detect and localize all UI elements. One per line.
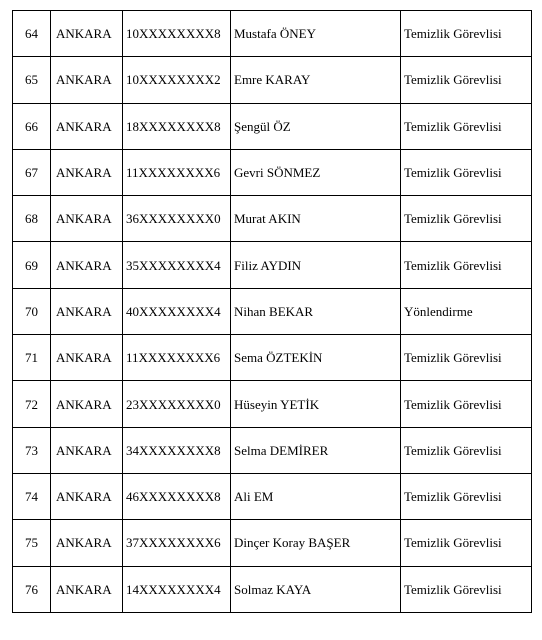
id-number-cell: 37XXXXXXXX6 [123, 520, 231, 566]
id-number-cell: 10XXXXXXXX2 [123, 57, 231, 103]
id-number-cell: 23XXXXXXXX0 [123, 381, 231, 427]
full-name-cell: Filiz AYDIN [231, 242, 401, 288]
city-cell: ANKARA [51, 57, 123, 103]
id-number-cell: 40XXXXXXXX4 [123, 288, 231, 334]
job-title-cell: Temizlik Görevlisi [401, 335, 532, 381]
table-row [13, 335, 532, 381]
job-title-cell: Temizlik Görevlisi [401, 566, 532, 612]
city-cell: ANKARA [51, 335, 123, 381]
table-row [13, 11, 532, 57]
table-row [13, 566, 532, 612]
job-title-cell: Temizlik Görevlisi [401, 196, 532, 242]
id-number-cell: 10XXXXXXXX8 [123, 11, 231, 57]
job-title-cell: Yönlendirme [401, 288, 532, 334]
id-number-cell: 14XXXXXXXX4 [123, 566, 231, 612]
row-number: 72 [13, 381, 51, 427]
id-number-cell: 11XXXXXXXX6 [123, 149, 231, 195]
city-cell: ANKARA [51, 381, 123, 427]
id-number-cell: 18XXXXXXXX8 [123, 103, 231, 149]
document-page [12, 10, 531, 613]
id-number-cell: 36XXXXXXXX0 [123, 196, 231, 242]
row-number: 64 [13, 11, 51, 57]
job-title-cell: Temizlik Görevlisi [401, 381, 532, 427]
full-name-cell: Nihan BEKAR [231, 288, 401, 334]
city-cell: ANKARA [51, 520, 123, 566]
full-name-cell: Sema ÖZTEKİN [231, 335, 401, 381]
row-number: 76 [13, 566, 51, 612]
row-number: 70 [13, 288, 51, 334]
table-row [13, 473, 532, 519]
row-number: 66 [13, 103, 51, 149]
row-number: 73 [13, 427, 51, 473]
row-number: 71 [13, 335, 51, 381]
row-number: 65 [13, 57, 51, 103]
full-name-cell: Selma DEMİRER [231, 427, 401, 473]
job-title-cell: Temizlik Görevlisi [401, 427, 532, 473]
city-cell: ANKARA [51, 288, 123, 334]
table-row [13, 381, 532, 427]
full-name-cell: Murat AKIN [231, 196, 401, 242]
table-row [13, 427, 532, 473]
city-cell: ANKARA [51, 11, 123, 57]
id-number-cell: 35XXXXXXXX4 [123, 242, 231, 288]
id-number-cell: 11XXXXXXXX6 [123, 335, 231, 381]
table-row [13, 520, 532, 566]
job-title-cell: Temizlik Görevlisi [401, 242, 532, 288]
city-cell: ANKARA [51, 149, 123, 195]
city-cell: ANKARA [51, 103, 123, 149]
job-title-cell: Temizlik Görevlisi [401, 149, 532, 195]
full-name-cell: Şengül ÖZ [231, 103, 401, 149]
full-name-cell: Solmaz KAYA [231, 566, 401, 612]
row-number: 68 [13, 196, 51, 242]
full-name-cell: Hüseyin YETİK [231, 381, 401, 427]
table-row [13, 196, 532, 242]
job-title-cell: Temizlik Görevlisi [401, 57, 532, 103]
city-cell: ANKARA [51, 196, 123, 242]
table-row [13, 149, 532, 195]
table-row [13, 242, 532, 288]
full-name-cell: Mustafa ÖNEY [231, 11, 401, 57]
job-title-cell: Temizlik Görevlisi [401, 520, 532, 566]
full-name-cell: Dinçer Koray BAŞER [231, 520, 401, 566]
full-name-cell: Emre KARAY [231, 57, 401, 103]
city-cell: ANKARA [51, 566, 123, 612]
table-row [13, 57, 532, 103]
table-row [13, 288, 532, 334]
row-number: 74 [13, 473, 51, 519]
city-cell: ANKARA [51, 473, 123, 519]
job-title-cell: Temizlik Görevlisi [401, 473, 532, 519]
job-title-cell: Temizlik Görevlisi [401, 11, 532, 57]
city-cell: ANKARA [51, 427, 123, 473]
row-number: 69 [13, 242, 51, 288]
city-cell: ANKARA [51, 242, 123, 288]
full-name-cell: Gevri SÖNMEZ [231, 149, 401, 195]
personnel-table [12, 10, 532, 613]
id-number-cell: 34XXXXXXXX8 [123, 427, 231, 473]
job-title-cell: Temizlik Görevlisi [401, 103, 532, 149]
row-number: 67 [13, 149, 51, 195]
id-number-cell: 46XXXXXXXX8 [123, 473, 231, 519]
table-row [13, 103, 532, 149]
full-name-cell: Ali EM [231, 473, 401, 519]
row-number: 75 [13, 520, 51, 566]
